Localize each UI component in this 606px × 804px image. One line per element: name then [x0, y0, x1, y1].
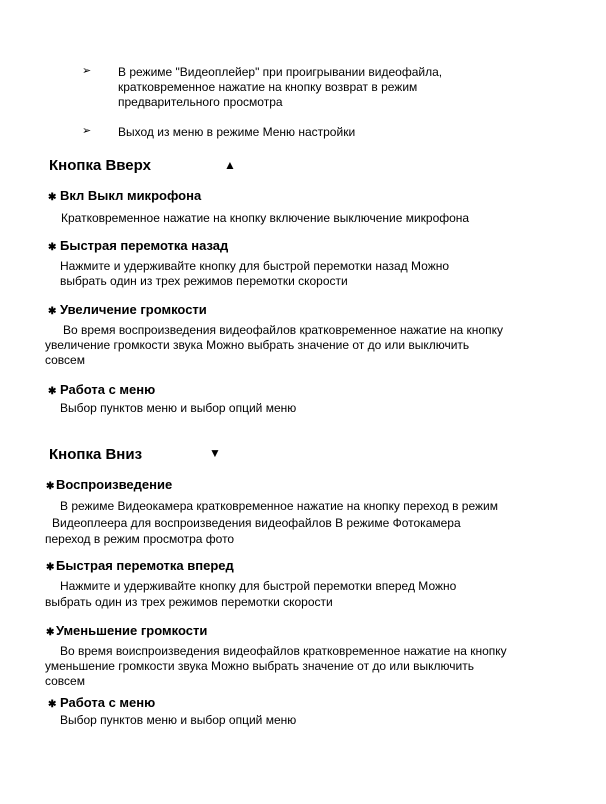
intro-item-1-line-3: предварительного просмотра: [118, 95, 283, 109]
asterisk-bullet-icon: ✱: [46, 481, 55, 492]
down-button-title: Кнопка Вниз: [49, 446, 143, 463]
intro-item-1-line-2: кратковременное нажатие на кнопку возврат в режим: [118, 80, 418, 94]
section-text: Кратковременное нажатие на кнопку включение выключение микрофона: [61, 211, 470, 225]
asterisk-bullet-icon: ✱: [46, 627, 55, 638]
section-text: совсем: [45, 674, 85, 688]
up-button-title: Кнопка Вверх: [49, 157, 151, 174]
asterisk-bullet-icon: ✱: [46, 562, 55, 573]
down-triangle-icon: ▼: [209, 446, 221, 460]
section-heading: ✱ Уменьшение громкости: [46, 623, 208, 638]
section-heading: ✱ Работа с меню: [48, 695, 156, 710]
asterisk-bullet-icon: ✱: [48, 386, 57, 397]
section-text: выбрать один из трех режимов перемотки скорости: [45, 595, 333, 609]
section-heading: ✱ Вкл Выкл микрофона: [48, 188, 202, 203]
section-text: совсем: [45, 353, 85, 367]
section-heading: ✱ Увеличение громкости: [48, 302, 207, 317]
section-heading: ✱ Воспроизведение: [46, 477, 173, 492]
arrow-bullet-icon: ➢: [82, 65, 92, 77]
section-text: увеличение громкости звука Можно выбрать значение от до или выключить: [45, 338, 470, 352]
section-text: уменьшение громкости звука Можно выбрать значение от до или выключить: [45, 659, 474, 673]
section-text: переход в режим просмотра фото: [45, 532, 235, 546]
section-text: Нажмите и удерживайте кнопку для быстрой перемотки вперед Можно: [60, 579, 457, 593]
section-text: Нажмите и удерживайте кнопку для быстрой перемотки назад Можно: [60, 259, 450, 273]
intro-item-2: Выход из меню в режиме Меню настройки: [118, 125, 356, 139]
section-text: Выбор пунктов меню и выбор опций меню: [60, 713, 297, 727]
asterisk-bullet-icon: ✱: [48, 192, 57, 203]
section-text: Во время воспроизведения видеофайлов кратковременное нажатие на кнопку: [63, 323, 503, 337]
section-text: Выбор пунктов меню и выбор опций меню: [60, 401, 297, 415]
asterisk-bullet-icon: ✱: [48, 306, 57, 317]
intro-item-1-line-1: В режиме "Видеоплейер" при проигрывании видеофайла,: [118, 65, 443, 79]
up-triangle-icon: ▲: [224, 158, 236, 172]
arrow-bullet-icon: ➢: [82, 125, 92, 137]
section-heading: ✱ Работа с меню: [48, 382, 156, 397]
section-heading: ✱ Быстрая перемотка вперед: [46, 558, 234, 573]
section-heading: ✱ Быстрая перемотка назад: [48, 238, 229, 253]
asterisk-bullet-icon: ✱: [48, 699, 57, 710]
asterisk-bullet-icon: ✱: [48, 242, 57, 253]
section-text: Видеоплеера для воспроизведения видеофайлов В режиме Фотокамера: [52, 516, 461, 530]
section-text: выбрать один из трех режимов перемотки скорости: [60, 274, 348, 288]
section-text: В режиме Видеокамера кратковременное нажатие на кнопку переход в режим: [60, 499, 498, 513]
section-text: Во время воиспроизведения видеофайлов кратковременное нажатие на кнопку: [60, 644, 507, 658]
